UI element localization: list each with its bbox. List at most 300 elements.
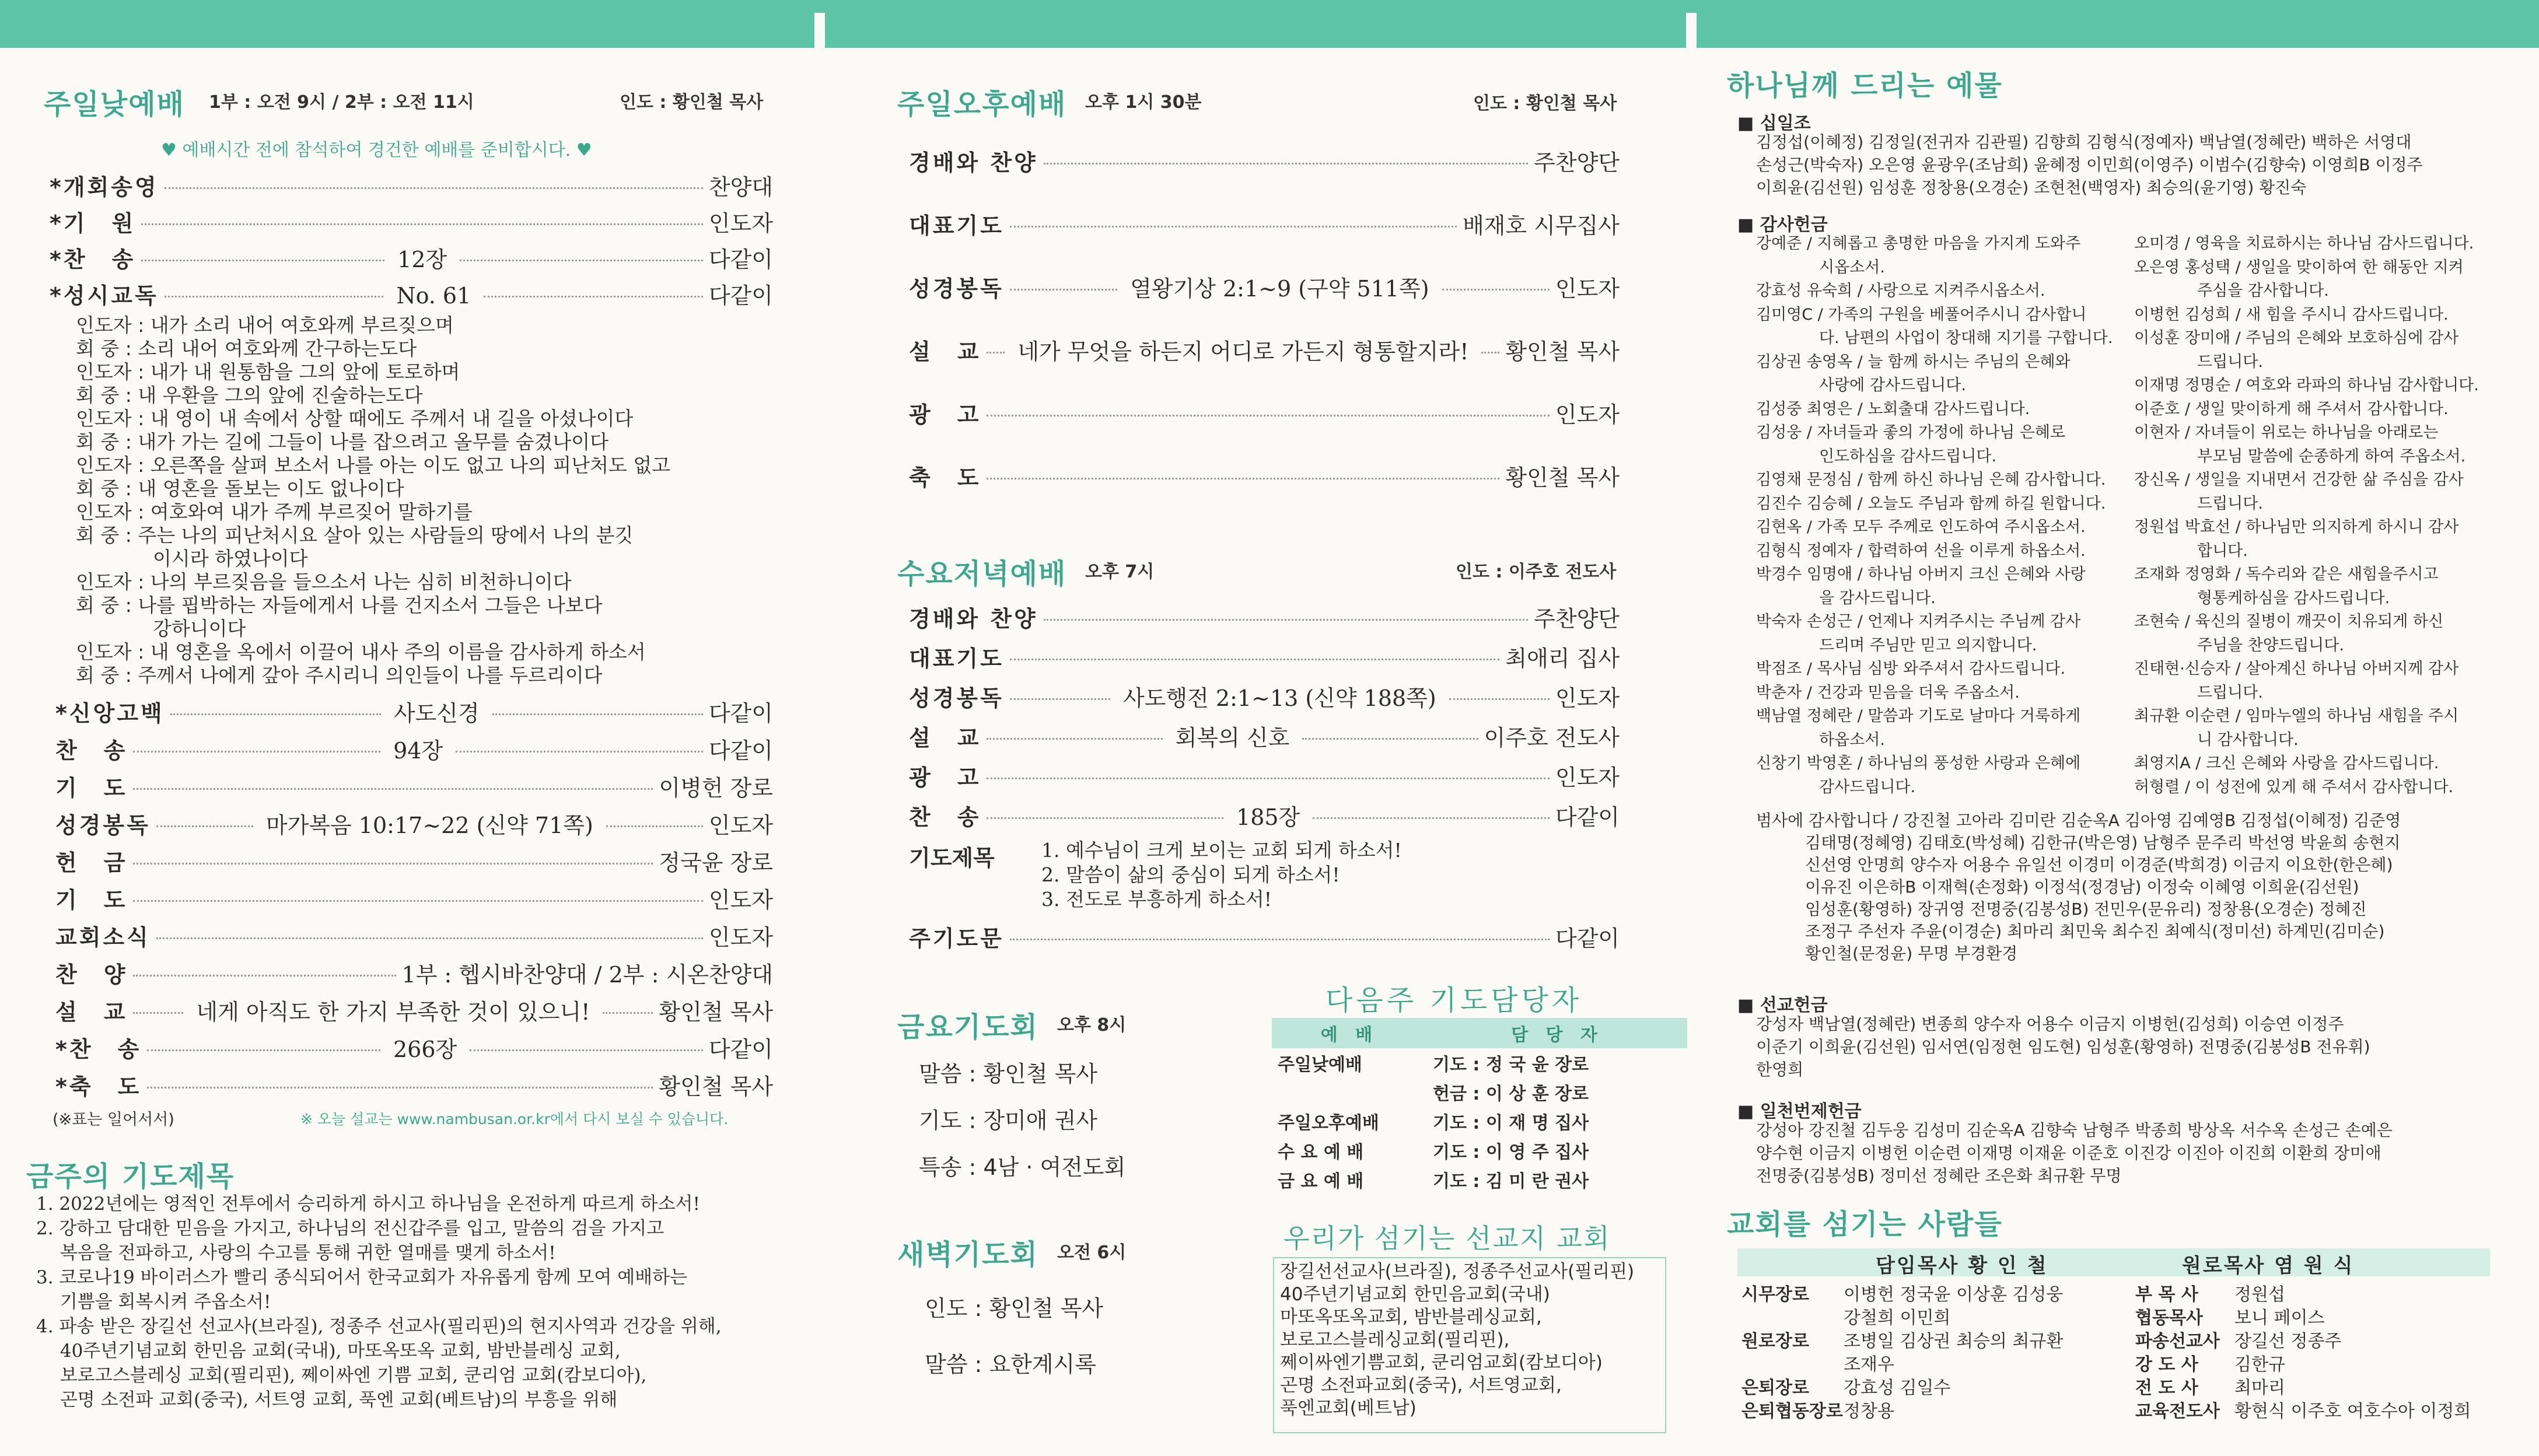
afternoon-order-person: 배재호 시무집사 xyxy=(1462,213,1620,239)
staff-role: 부 목 사 xyxy=(2135,1284,2198,1305)
onethousand-list xyxy=(1756,1119,2393,1187)
leader-dots xyxy=(456,751,703,752)
morning-order-content: 네게 아직도 한 가지 부족한 것이 있으니! xyxy=(196,999,590,1025)
thanks-label: ■ 감사헌금 xyxy=(1737,215,1828,235)
thanks-line: 진태현·신승자 / 살아계신 하나님 아버지께 감사 xyxy=(2134,660,2459,678)
thanks-line: 김상권 송영옥 / 늘 함께 하시는 주님의 은혜와 xyxy=(1756,352,2071,371)
mission-church-title: 우리가 섬기는 선교지 교회 xyxy=(1284,1223,1611,1254)
thanks-line: 김성중 최영은 / 노회출대 감사드립니다. xyxy=(1756,400,2030,418)
morning-order-label: *기 원 xyxy=(50,211,136,236)
morning-order-content: 12장 xyxy=(397,247,447,272)
staff-names: 보니 페이스 xyxy=(2234,1308,2325,1328)
thanks-line: 다. 남편의 사업이 창대해 지기를 구합니다. xyxy=(1756,329,2113,347)
responsive-line: 인도자 : 여호와여 내가 주께 부르짖어 말하기를 xyxy=(76,501,473,523)
friday-title: 금요기도회 xyxy=(897,1011,1038,1044)
responsive-line: 인도자 : 내가 내 원통함을 그의 앞에 토로하며 xyxy=(76,360,460,383)
thanks-everything-line: 임성훈(황영하) 장귀영 전명중(김봉성B) 전민우(문유리) 정창용(오경순) 정혜진 xyxy=(1756,900,2367,919)
leader-dots xyxy=(133,1012,183,1014)
staff-role: 강 도 사 xyxy=(2135,1354,2198,1375)
morning-order-row xyxy=(55,919,773,951)
staff-line xyxy=(2135,1330,2471,1353)
sunday-morning-title: 주일낮예배 xyxy=(44,88,185,121)
afternoon-order-row xyxy=(909,145,1620,177)
thanks-line: 시옵소서. xyxy=(1756,258,1885,276)
dawn-title: 새벽기도회 xyxy=(897,1238,1038,1271)
duty-row xyxy=(1272,1107,1687,1136)
prayer-duty-table xyxy=(1272,1018,1687,1194)
afternoon-order-person: 인도자 xyxy=(1555,402,1620,428)
mission-church-line: 보로고스블레싱교회(필리핀), xyxy=(1280,1329,1510,1350)
staff-names: 조재우 xyxy=(1844,1354,1894,1375)
staff-names: 황현식 이주호 여호수아 이정희 xyxy=(2234,1401,2471,1422)
responsive-line: 회 중 : 나를 핍박하는 자들에게서 나를 건지소서 그들은 나보다 xyxy=(76,594,603,617)
responsive-line: 인도자 : 오른쪽을 살펴 보소서 나를 아는 이도 없고 나의 피난처도 없고 xyxy=(76,454,671,477)
leader-dots xyxy=(1481,352,1499,354)
leader-dots xyxy=(133,751,380,752)
standing-note: (※표는 일어서서) xyxy=(53,1111,174,1129)
staff-names: 이병헌 정국윤 이상훈 김성웅 xyxy=(1844,1284,2064,1305)
staff-names: 장길선 정종주 xyxy=(2234,1331,2342,1352)
leader-dots xyxy=(133,863,653,864)
staff-line xyxy=(2135,1307,2471,1330)
staff-names: 강철희 이민희 xyxy=(1844,1308,1951,1328)
thanks-line: 허형렬 / 이 성전에 있게 해 주셔서 감사합니다. xyxy=(2134,778,2454,796)
thanks-line: 박춘자 / 건강과 믿음을 더욱 주옵소서. xyxy=(1756,683,2020,702)
staff-role: 은퇴장로 xyxy=(1741,1378,1809,1398)
morning-order-person: 인도자 xyxy=(708,211,773,236)
prayer-line: 40주년기념교회 한민음 교회(국내), 마또옥또옥 교회, 밤반블레싱 교회, xyxy=(36,1340,621,1362)
leader-dots xyxy=(165,296,384,298)
leader-dots xyxy=(133,900,702,902)
duty-row xyxy=(1272,1077,1687,1107)
wednesday-order-label: 설 교 xyxy=(909,725,981,751)
leader-dots xyxy=(460,260,703,261)
leader-dots xyxy=(1010,289,1117,290)
prayer-line: 2. 강하고 담대한 믿음을 가지고, 하나님의 전신갑주를 입고, 말씀의 검을 가지고 xyxy=(36,1218,665,1239)
sunday-afternoon-title: 주일오후예배 xyxy=(897,88,1067,121)
morning-order-person: 다같이 xyxy=(708,247,774,272)
duty-head-person: 담 당 자 xyxy=(1427,1018,1687,1048)
worship-notice: ♥ 예배시간 전에 참석하여 경건한 예배를 준비합시다. ♥ xyxy=(161,140,592,160)
mission-offering-line: 강성자 백남열(정혜란) 변종희 양수자 어용수 이금지 이병헌(김성희) 이승연 이정주 xyxy=(1756,1014,2344,1034)
thanks-list-left xyxy=(1756,232,2113,799)
friday-time: 오후 8시 xyxy=(1057,1015,1127,1035)
wednesday-order-label: 성경봉독 xyxy=(909,685,1004,711)
mission-church-line: 쩨이싸엔기쁨교회, 쿤리엄교회(캄보디아) xyxy=(1280,1352,1603,1373)
weekly-prayer-list xyxy=(36,1192,722,1412)
responsive-line: 이시라 하였나이다 xyxy=(76,547,308,570)
leader-dots xyxy=(470,1049,703,1051)
thanks-everything-line: 황인철(문정윤) 무명 부경환경 xyxy=(1756,944,2018,963)
thanks-line: 사랑에 감사드립니다. xyxy=(1756,376,1966,394)
morning-order-row xyxy=(55,882,773,914)
leader-dots xyxy=(1010,659,1500,660)
mission-church-list xyxy=(1273,1257,1666,1433)
morning-order-person: 다같이 xyxy=(708,1037,774,1062)
morning-order-label: *찬 송 xyxy=(50,247,136,272)
morning-order-row xyxy=(55,1031,773,1063)
morning-order-row xyxy=(55,845,773,877)
thanks-line: 신창기 박영혼 / 하나님의 풍성한 사랑과 은혜에 xyxy=(1756,754,2081,772)
sunday-afternoon-leader: 인도 : 황인철 목사 xyxy=(1473,93,1617,114)
leader-dots xyxy=(156,937,703,939)
afternoon-order-row xyxy=(909,334,1620,366)
thanks-line: 강예준 / 지혜롭고 총명한 마음을 가지게 도와주 xyxy=(1756,235,2081,253)
morning-order-content: 266장 xyxy=(393,1037,457,1062)
responsive-line: 강하니이다 xyxy=(76,617,246,640)
prayer-line: 곤명 소전파 교회(중국), 서트영 교회, 푹엔 교회(베트남)의 부흥을 위해 xyxy=(36,1390,618,1410)
thanks-line: 정원섭 박효선 / 하나님만 의지하게 하시니 감사 xyxy=(2134,518,2459,536)
duty-row xyxy=(1272,1048,1687,1077)
responsive-line: 인도자 : 내 영이 내 속에서 상할 때에도 주께서 내 길을 아셨나이다 xyxy=(76,407,634,430)
thanks-line: 주심을 감사합니다. xyxy=(2134,282,2329,300)
afternoon-order-row xyxy=(909,460,1620,492)
morning-order-person: 다같이 xyxy=(708,701,773,726)
leader-dots xyxy=(147,1087,653,1088)
responsive-line: 인도자 : 내가 소리 내어 여호와께 부르짖으며 xyxy=(76,314,454,337)
mission-offering-list xyxy=(1756,1013,2370,1081)
leader-dots xyxy=(1010,226,1457,228)
staff-title: 교회를 섬기는 사람들 xyxy=(1727,1208,2003,1241)
staff-role: 협동목사 xyxy=(2135,1308,2203,1328)
staff-line xyxy=(1741,1330,2063,1353)
mission-church-line: 곤명 소전파교회(중국), 서트영교회, xyxy=(1280,1375,1562,1396)
onethousand-label: ■ 일천번제헌금 xyxy=(1737,1101,1862,1122)
responsive-line: 인도자 : 내 영혼을 옥에서 이끌어 내사 주의 이름을 감사하게 하소서 xyxy=(76,640,646,663)
fold-notch xyxy=(814,13,825,48)
wednesday-order-row xyxy=(909,680,1620,712)
thanks-line: 오은영 홍성택 / 생일을 맞이하여 한 해동안 지켜 xyxy=(2134,258,2464,276)
thanks-everything-line: 범사에 감사합니다 / 강진철 고아라 김미란 김순옥A 김아영 김예영B 김정섭(이혜정) 김준영 xyxy=(1756,811,2401,830)
staff-line xyxy=(2135,1400,2471,1423)
mission-church-line: 장길선선교사(브라질), 정종주선교사(필리핀) xyxy=(1280,1261,1635,1282)
tithe-line: 손성근(박숙자) 오은영 윤광우(조남희) 윤혜정 이민희(이영주) 이범수(김향숙) 이영희B 이정주 xyxy=(1756,155,2423,174)
leader-dots xyxy=(1044,163,1528,164)
mission-offering-line: 이준기 이희윤(김선원) 임서연(임정현 임도현) 임성훈(황영하) 전명중(김봉성B 전유휘) xyxy=(1756,1037,2370,1056)
thanks-line: 강효성 유숙희 / 사랑으로 지켜주시옵소서. xyxy=(1756,282,2045,300)
staff-role: 전 도 사 xyxy=(2135,1378,2198,1398)
mission-church-line: 푹엔교회(베트남) xyxy=(1280,1398,1417,1419)
staff-role: 파송선교사 xyxy=(2135,1331,2220,1352)
wednesday-order-content: 185장 xyxy=(1236,804,1300,830)
responsive-line: 인도자 : 나의 부르짖음을 들으소서 나는 심히 비천하니이다 xyxy=(76,570,572,593)
leader-dots xyxy=(133,788,653,790)
wednesday-order-person: 인도자 xyxy=(1555,685,1620,711)
thanks-line: 김현옥 / 가족 모두 주께로 인도하여 주시옵소서. xyxy=(1756,518,2086,536)
morning-order-row xyxy=(55,994,773,1026)
onethousand-line: 양수현 이금지 이병헌 이순련 이재명 이재윤 이준호 이진강 이진아 이진희 이환희 장미애 xyxy=(1756,1143,2381,1163)
morning-order-label: 기 도 xyxy=(55,775,128,801)
senior-pastor: 담임목사 황 인 철 xyxy=(1876,1254,2048,1278)
thanks-line: 이성훈 장미애 / 주님의 은혜와 보호하심에 감사 xyxy=(2134,329,2459,347)
morning-order-row xyxy=(55,770,773,802)
thanks-list-right xyxy=(2134,232,2479,799)
thanks-everything-line: 김태명(정혜영) 김태호(박성혜) 김한규(박은영) 남형주 문주리 박선영 박윤희 송현지 xyxy=(1756,833,2401,852)
afternoon-order-content: 열왕기상 2:1~9 (구약 511쪽) xyxy=(1130,276,1429,302)
thanks-line: 최영지A / 크신 은혜와 사랑을 감사드립니다. xyxy=(2134,754,2439,772)
tithe-line: 김정섭(이혜정) 김정일(전귀자 김관필) 김향희 김형식(정예자) 백남열(정혜란) 백하은 서영대 xyxy=(1756,132,2412,152)
staff-line xyxy=(1741,1377,2063,1400)
afternoon-order-row xyxy=(909,397,1620,429)
dawn-item: 인도 : 황인철 목사 xyxy=(925,1296,1103,1321)
thanks-everything-line: 신선영 안명희 양수자 어용수 유일선 이경미 이경준(박희경) 이금지 이요한(한은혜) xyxy=(1756,855,2393,874)
thanks-line: 형통케하심을 감사드립니다. xyxy=(2134,589,2390,607)
leader-dots xyxy=(156,825,253,827)
morning-order-label: 찬 송 xyxy=(55,738,128,764)
duty-head-service: 예 배 xyxy=(1272,1018,1427,1048)
thanks-line: 드립니다. xyxy=(2134,494,2263,513)
wednesday-order-person: 최애리 집사 xyxy=(1505,646,1620,671)
dawn-time: 오전 6시 xyxy=(1057,1242,1127,1263)
responsive-reading xyxy=(76,314,670,687)
leader-dots xyxy=(1442,289,1550,290)
prayer-line: 복음을 전파하고, 사랑의 수고를 통해 귀한 열매를 맺게 하소서! xyxy=(36,1242,556,1264)
morning-order-label: 성경봉독 xyxy=(55,813,151,838)
thanks-line: 김성웅 / 자녀들과 좋의 가정에 하나님 은혜로 xyxy=(1756,424,2066,442)
staff-role: 시무장로 xyxy=(1741,1284,1809,1305)
morning-order-person: 찬양대 xyxy=(708,174,773,200)
staff-line xyxy=(2135,1377,2471,1400)
leader-dots xyxy=(1044,619,1528,621)
morning-order-label: *찬 송 xyxy=(55,1037,142,1062)
wednesday-order-row xyxy=(909,799,1620,831)
thanks-line: 조재화 정영화 / 독수리와 같은 새힘을주시고 xyxy=(2134,565,2439,583)
fold-notch xyxy=(1686,13,1697,48)
morning-order-label: 설 교 xyxy=(55,999,128,1025)
wednesday-time: 오후 7시 xyxy=(1085,562,1155,582)
wednesday-order-label: 경배와 찬양 xyxy=(909,606,1038,632)
mission-offering-line: 한영희 xyxy=(1756,1060,1804,1079)
friday-item: 말씀 : 황인철 목사 xyxy=(919,1061,1097,1087)
duty-row xyxy=(1272,1165,1687,1194)
thanks-line: 하옵소서. xyxy=(1756,730,1885,749)
staff-line xyxy=(2135,1283,2471,1307)
morning-order-content: No. 61 xyxy=(396,283,471,309)
thanks-line: 니 감사합니다. xyxy=(2134,730,2299,749)
duty-service xyxy=(1272,1077,1427,1107)
tithe-line: 이희윤(김선원) 임성훈 정창용(오경순) 조현천(백영자) 최승의(윤기영) 황진숙 xyxy=(1756,178,2307,197)
sunday-morning-leader: 인도 : 황인철 목사 xyxy=(620,92,764,113)
thanks-line: 드립니다. xyxy=(2134,352,2263,371)
wednesday-prayer-line: 2. 말씀이 삶의 중심이 되게 하소서! xyxy=(1041,863,1340,886)
wednesday-prayer-line: 3. 전도로 부흥하게 하소서! xyxy=(1041,888,1272,911)
wednesday-order-row xyxy=(909,601,1620,633)
leader-dots xyxy=(1313,817,1550,819)
leader-dots xyxy=(987,415,1549,416)
leader-dots xyxy=(1010,698,1110,700)
wednesday-order-person: 이주호 전도사 xyxy=(1484,725,1620,751)
leader-dots xyxy=(165,187,703,189)
staff-names: 정창용 xyxy=(1844,1401,1894,1422)
thanks-everything-line: 이유진 이은하B 이재혁(손정화) 이정석(정경남) 이정숙 이혜영 이희윤(김선원) xyxy=(1756,877,2359,897)
thanks-line: 오미경 / 영육을 치료하시는 하나님 감사드립니다. xyxy=(2134,235,2474,253)
thanks-line: 김형식 정예자 / 합력하여 선을 이루게 하옵소서. xyxy=(1756,541,2086,560)
thanks-line: 장신옥 / 생일을 지내면서 건강한 삶 주심을 감사 xyxy=(2134,471,2464,489)
thanks-line: 인도하심을 감사드립니다. xyxy=(1756,447,1997,466)
onethousand-line: 전명중(김봉성B) 정미선 정혜란 조은화 최규환 무명 xyxy=(1756,1166,2122,1185)
thanks-line: 김영채 문정심 / 함께 하신 하나님 은혜 감사합니다. xyxy=(1756,471,2106,489)
wednesday-order-person: 다같이 xyxy=(1555,804,1620,830)
wednesday-order-person: 주찬양단 xyxy=(1534,606,1620,632)
leader-dots xyxy=(606,825,703,827)
wednesday-order-content: 회복의 신호 xyxy=(1175,725,1290,751)
staff-role: 교육전도사 xyxy=(2135,1401,2220,1422)
thanks-line: 이병헌 김성희 / 새 힘을 주시니 감사드립니다. xyxy=(2134,305,2449,324)
staff-names: 최마리 xyxy=(2234,1378,2285,1398)
duty-person: 기도 : 정 국 윤 장로 xyxy=(1433,1055,1589,1075)
responsive-line: 회 중 : 주는 나의 피난처시요 살아 있는 사람들의 땅에서 나의 분깃 xyxy=(76,524,634,547)
afternoon-order-row xyxy=(909,208,1620,240)
leader-dots xyxy=(170,713,381,715)
thanks-line: 합니다. xyxy=(2134,541,2248,560)
thanks-everything-list xyxy=(1756,810,2401,965)
prayer-line: 1. 2022년에는 영적인 전투에서 승리하게 하시고 하나님을 온전하게 따르게 하소서! xyxy=(36,1194,700,1214)
thanks-line: 박숙자 손성근 / 언제나 지켜주시는 주님께 감사 xyxy=(1756,612,2081,631)
thanks-line: 이준호 / 생일 맞이하게 해 주셔서 감사합니다. xyxy=(2134,400,2449,418)
leader-dots xyxy=(987,352,1005,354)
staff-line xyxy=(2135,1353,2471,1377)
afternoon-order-person: 황인철 목사 xyxy=(1505,339,1620,365)
friday-item: 기도 : 장미애 권사 xyxy=(919,1108,1097,1133)
morning-order-content: 94장 xyxy=(393,738,443,764)
afternoon-order-person: 주찬양단 xyxy=(1534,150,1620,176)
prayer-line: 기쁨을 회복시켜 주옵소서! xyxy=(36,1292,271,1312)
duty-service: 주일낮예배 xyxy=(1278,1055,1362,1075)
morning-order-person: 다같이 xyxy=(708,738,774,764)
prayer-duty-title: 다음주 기도담당자 xyxy=(1326,984,1583,1017)
afternoon-order-label: 대표기도 xyxy=(909,213,1004,239)
morning-order-person: 다같이 xyxy=(708,283,774,309)
thanks-line: 조현숙 / 육신의 질병이 깨끗이 치유되게 하신 xyxy=(2134,612,2444,631)
tithe-label: ■ 십일조 xyxy=(1737,113,1811,134)
wednesday-title: 수요저녁예배 xyxy=(897,558,1067,590)
thanks-line: 을 감사드립니다. xyxy=(1756,589,1936,607)
duty-row xyxy=(1272,1136,1687,1165)
morning-order-content: 마가복음 10:17~22 (신약 71쪽) xyxy=(265,813,593,838)
friday-item: 특송 : 4남 · 여전도회 xyxy=(919,1154,1126,1180)
responsive-line: 회 중 : 주께서 나에게 갚아 주시리니 의인들이 나를 두르리이다 xyxy=(76,664,603,687)
morning-order-content: 사도신경 xyxy=(393,701,480,726)
wednesday-order-label: 찬 송 xyxy=(909,804,981,830)
morning-order-label: *성시교독 xyxy=(50,283,159,309)
responsive-line: 회 중 : 내 우환을 그의 앞에 진술하는도다 xyxy=(76,384,423,407)
mission-church-line: 40주년기념교회 한민음교회(국내) xyxy=(1280,1284,1550,1305)
staff-line xyxy=(1741,1307,2063,1330)
leader-dots xyxy=(141,223,703,225)
thanks-line: 부모님 말씀에 순종하게 하여 주옵소서. xyxy=(2134,447,2466,466)
staff-line xyxy=(1741,1353,2063,1377)
staff-header-band xyxy=(1737,1248,2490,1276)
staff-line xyxy=(1741,1283,2063,1307)
duty-person: 기도 : 이 재 명 집사 xyxy=(1433,1113,1589,1133)
thanks-line: 드리며 주님만 믿고 의지합니다. xyxy=(1756,636,2037,654)
duty-service: 주일오후예배 xyxy=(1278,1113,1379,1133)
morning-order-person: 황인철 목사 xyxy=(659,1074,773,1100)
morning-order-row xyxy=(50,169,773,201)
morning-order-label: 기 도 xyxy=(55,887,128,913)
morning-order-person: 1부 : 헵시바찬양대 / 2부 : 시온찬양대 xyxy=(401,962,773,988)
wednesday-order-row xyxy=(909,720,1620,752)
duty-person: 헌금 : 이 상 훈 장로 xyxy=(1433,1084,1589,1104)
afternoon-order-person: 인도자 xyxy=(1555,276,1620,302)
leader-dots xyxy=(484,296,703,298)
prayer-line: 보로고스블레싱 교회(필리핀), 쩨이싸엔 기쁨 교회, 쿤리엄 교회(캄보디아), xyxy=(36,1365,647,1386)
staff-ministers xyxy=(2135,1283,2471,1423)
afternoon-order-label: 설 교 xyxy=(909,339,981,365)
staff-names: 정원섭 xyxy=(2234,1284,2285,1305)
thanks-line: 백남열 정혜란 / 말씀과 기도로 날마다 거룩하게 xyxy=(1756,707,2081,725)
thanks-line: 드립니다. xyxy=(2134,683,2263,702)
leader-dots xyxy=(603,1012,653,1014)
thanks-line: 이재명 정명순 / 여호와 라파의 하나님 감사합니다. xyxy=(2134,376,2479,394)
wednesday-order-row xyxy=(909,640,1620,673)
morning-order-row xyxy=(55,695,773,727)
tithe-list xyxy=(1756,131,2423,199)
afternoon-order-label: 경배와 찬양 xyxy=(909,150,1038,176)
responsive-line: 회 중 : 내 영혼을 돌보는 이도 없나이다 xyxy=(76,477,404,500)
responsive-line: 회 중 : 소리 내어 여호와께 간구하는도다 xyxy=(76,337,417,360)
duty-service: 금 요 예 배 xyxy=(1278,1171,1364,1192)
morning-order-person: 이병헌 장로 xyxy=(659,775,773,801)
wednesday-leader: 인도 : 이주호 전도사 xyxy=(1456,562,1617,582)
top-color-band xyxy=(0,0,2539,48)
leader-dots xyxy=(987,478,1499,480)
staff-role: 은퇴협동장로 xyxy=(1741,1401,1843,1422)
morning-order-label: *개회송영 xyxy=(50,174,159,200)
prayer-line: 3. 코로나19 바이러스가 빨리 종식되어서 한국교회가 자유롭게 함께 모여 예배하는 xyxy=(36,1267,687,1288)
wednesday-prayer-list xyxy=(1041,838,1402,912)
afternoon-order-label: 축 도 xyxy=(909,465,981,491)
thanks-line: 감사드립니다. xyxy=(1756,778,1916,796)
dawn-item: 말씀 : 요한계시록 xyxy=(925,1352,1096,1377)
prayer-line: 4. 파송 받은 장길선 선교사(브라질), 정종주 선교사(필리핀)의 현지사역과 건강을 위해, xyxy=(36,1316,722,1337)
morning-order-row xyxy=(55,733,773,765)
leader-dots xyxy=(133,975,396,977)
morning-order-label: *축 도 xyxy=(55,1074,142,1100)
responsive-line: 회 중 : 내가 가는 길에 그들이 나를 잡으려고 올무를 숨겼나이다 xyxy=(76,430,608,453)
leader-dots xyxy=(1449,698,1550,700)
duty-service: 수 요 예 배 xyxy=(1278,1142,1364,1163)
onethousand-line: 강성아 강진철 김두웅 김성미 김순옥A 김향숙 남형주 박종희 방상옥 서수옥 손성근 손예은 xyxy=(1756,1121,2393,1140)
afternoon-order-row xyxy=(909,271,1620,303)
leader-dots xyxy=(987,778,1549,779)
sunday-afternoon-time: 오후 1시 30분 xyxy=(1085,92,1202,113)
thanks-line: 최규환 이순련 / 임마누엘의 하나님 새힘을 주시 xyxy=(2134,707,2459,725)
thanks-everything-line: 조정구 주선자 주윤(이경순) 최마리 최민욱 최수진 최예식(정미선) 하계민(김미순) xyxy=(1756,922,2385,941)
offering-title: 하나님께 드리는 예물 xyxy=(1727,69,2003,102)
morning-order-label: *신앙고백 xyxy=(55,701,165,726)
morning-order-person: 인도자 xyxy=(708,925,773,950)
afternoon-order-label: 성경봉독 xyxy=(909,276,1004,302)
afternoon-order-person: 황인철 목사 xyxy=(1505,465,1620,491)
duty-person: 기도 : 김 미 란 권사 xyxy=(1433,1171,1589,1192)
leader-dots xyxy=(987,817,1223,819)
staff-line xyxy=(1741,1400,2063,1423)
afternoon-order-content: 네가 무엇을 하든지 어디로 가든지 형통할지라! xyxy=(1017,339,1469,365)
staff-elders xyxy=(1741,1283,2063,1423)
morning-order-person: 인도자 xyxy=(708,813,773,838)
sunday-morning-times: 1부 : 오전 9시 / 2부 : 오전 11시 xyxy=(209,92,474,113)
leader-dots xyxy=(987,738,1162,740)
thanks-line: 박경수 임명애 / 하나님 아버지 크신 은혜와 사랑 xyxy=(1756,565,2086,583)
afternoon-order-label: 광 고 xyxy=(909,402,981,428)
mission-church-line: 마또옥또옥교회, 밤반블레싱교회, xyxy=(1280,1307,1542,1328)
wednesday-order-label: 광 고 xyxy=(909,765,981,790)
thanks-line: 주님을 찬양드립니다. xyxy=(2134,636,2344,654)
wednesday-order-row xyxy=(909,760,1620,792)
leader-dots xyxy=(492,713,703,715)
staff-names: 조병일 김상권 최승의 최규환 xyxy=(1844,1331,2064,1352)
